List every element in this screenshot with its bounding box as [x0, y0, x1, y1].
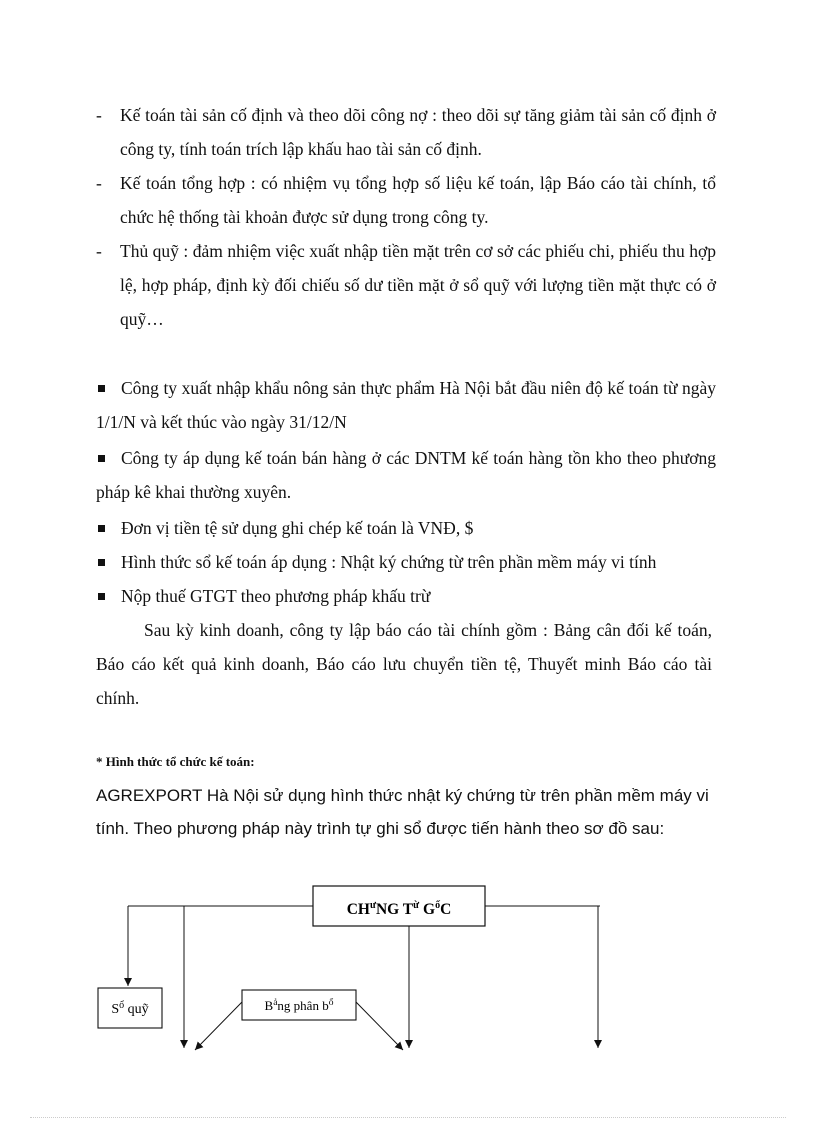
- source-documents-label: $CH^ưNG$ $T^ừ$ $G^ốC$: [346, 900, 452, 918]
- bullet-item-inventory-method: [96, 441, 716, 509]
- dash-marker: -: [96, 241, 102, 261]
- bullet-item-vat: [96, 579, 716, 613]
- cash-book-box: [98, 988, 162, 1028]
- bullet-item-currency: [96, 511, 716, 545]
- section-heading: * Hình thức tổ chức kế toán:: [96, 754, 255, 769]
- square-bullet-icon: [98, 559, 105, 566]
- bullet-item-bookkeeping-form: [96, 545, 716, 579]
- bullet-item-text: Công ty áp dụng kế toán bán hàng ở các DNTM kế toán hàng tồn kho theo phương pháp kê khai thường xuyên.: [96, 448, 716, 502]
- dash-item-general-accounting: [96, 166, 716, 234]
- cash-book-label: $S^ổ$ quỹ: [111, 1000, 149, 1017]
- square-bullet-icon: [98, 385, 105, 392]
- bullet-item-fiscal-year: [96, 371, 716, 439]
- dash-item-fixed-assets: [96, 98, 716, 166]
- bullet-item-text: Công ty xuất nhập khẩu nông sản thực phẩm Hà Nội bắt đầu niên độ kế toán từ ngày 1/1/N và kết thúc vào ngày 31/12/N: [96, 378, 716, 432]
- bullet-item-text: Nộp thuế GTGT theo phương pháp khấu trừ: [121, 586, 431, 606]
- allocation-table-box: [242, 990, 356, 1020]
- dash-item-text: Kế toán tổng hợp : có nhiệm vụ tổng hợp số liệu kế toán, lập Báo cáo tài chính, tổ chức hệ thống tài khoản được sử dụng trong công ty.: [120, 173, 716, 227]
- summary-paragraph: Sau kỳ kinh doanh, công ty lập báo cáo tài chính gồm : Bảng cân đối kế toán, Báo cáo kết quả kinh doanh, Báo cáo lưu chuyển tiền tệ, Thuyết minh Báo cáo tài chính.: [96, 620, 712, 708]
- square-bullet-icon: [98, 525, 105, 532]
- square-bullet-icon: [98, 455, 105, 462]
- dash-item-treasurer: [96, 234, 716, 336]
- page-bottom-rule: [30, 1117, 786, 1118]
- square-bullet-icon: [98, 593, 105, 600]
- arrow-allocation-right: [356, 1002, 403, 1050]
- bookkeeping-flow-diagram: [0, 880, 816, 1070]
- intro-paragraph: AGREXPORT Hà Nội sử dụng hình thức nhật ký chứng từ trên phần mềm máy vi tính. Theo phương pháp này trình tự ghi sổ được tiến hành theo sơ đồ sau:: [96, 786, 709, 838]
- dash-item-text: Kế toán tài sản cố định và theo dõi công nợ : theo dõi sự tăng giảm tài sản cố định ở công ty, tính toán trích lập khấu hao tài sản cố định.: [120, 105, 716, 159]
- bullet-item-text: Đơn vị tiền tệ sử dụng ghi chép kế toán là VNĐ, $: [121, 518, 474, 538]
- dash-item-text: Thủ quỹ : đảm nhiệm việc xuất nhập tiền mặt trên cơ sở các phiếu chi, phiếu thu hợp lệ, hợp pháp, định kỳ đối chiếu số dư tiền mặt ở sổ quỹ với lượng tiền mặt thực có ở quỹ…: [120, 241, 716, 329]
- dash-marker: -: [96, 105, 102, 125]
- dash-marker: -: [96, 173, 102, 193]
- source-documents-box: [313, 886, 485, 926]
- arrow-allocation-left: [195, 1002, 242, 1050]
- bullet-item-text: Hình thức sổ kế toán áp dụng : Nhật ký chứng từ trên phần mềm máy vi tính: [121, 552, 657, 572]
- allocation-table-label: $B^ảng$ phân $b^ổ$: [264, 998, 334, 1013]
